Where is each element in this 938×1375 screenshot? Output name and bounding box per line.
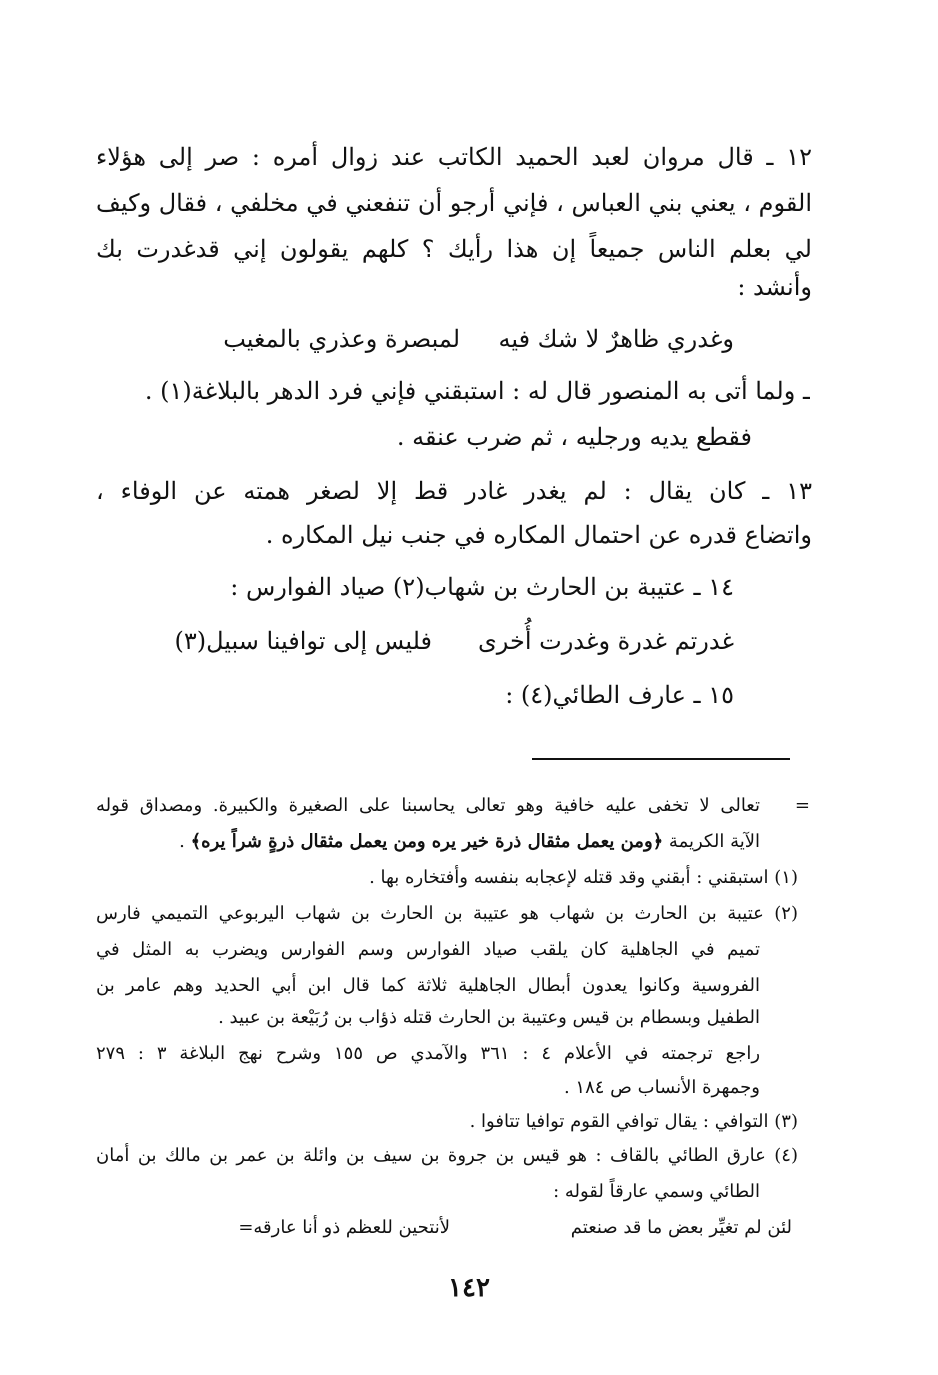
paragraph-13-line-2: واتضاع قدره عن احتمال المكاره في جنب نيل المكاره . xyxy=(265,521,812,549)
verse-2-first-hemistich: غدرتم غدرة وغدرت أُخرى xyxy=(477,627,734,655)
footnote-2-line-3: الفروسية وكانوا يعدون أبطال الجاهلية ثلاثة كما قال ابن أبي الحديد وهم عامر بن xyxy=(96,975,760,996)
item-15-heading: ١٥ ـ عارف الطائي(٤) : xyxy=(505,681,734,709)
paragraph-12-line-1: ١٢ ـ قال مروان لعبد الحميد الكاتب عند زوال أمره : صر إلى هؤلاء xyxy=(96,143,812,171)
verse-1-second-hemistich: لمبصرة وعذري بالمغيب xyxy=(223,325,460,353)
mansur-line-2: فقطع يديه ورجليه ، ثم ضرب عنقه . xyxy=(396,423,752,451)
footnote-2-line-5: راجع ترجمته في الأعلام ٤ : ٣٦١ والآمدي ص ١٥٥ وشرح نهج البلاغة ٣ : ٢٧٩ xyxy=(96,1043,760,1064)
verse-2-second-hemistich: فليس إلى توافينا سبيل(٣) xyxy=(174,627,432,655)
footnote-separator xyxy=(532,758,790,760)
paragraph-12-line-3: لي بعلم الناس جميعاً إن هذا رأيك ؟ كلهم يقولون إني قدغدرت بك xyxy=(96,235,812,263)
footnote-3: (٣) التوافي : يقال توافي القوم توافيا تتافوا . xyxy=(469,1111,798,1132)
footnote-continuation-line-1: تعالى لا تخفى عليه خافية وهو تعالى يحاسبنا على الصغيرة والكبيرة. ومصداق قوله xyxy=(96,795,760,816)
paragraph-12-line-4: وأنشد : xyxy=(737,273,812,301)
footnote-4-verse-second: لأنتحين للعظم ذو أنا عارقه= xyxy=(238,1217,450,1238)
footnote-continuation-line-2 xyxy=(96,828,760,856)
paragraph-13-line-1: ١٣ ـ كان يقال : لم يغدر غادر قط إلا لصغر همته عن الوفاء ، xyxy=(96,477,812,505)
footnote-4-line-2: الطائي وسمي عارقاً لقوله : xyxy=(553,1181,760,1202)
footnote-1: (١) استبقني : أبقني وقد قتله لإعجابه بنفسه وأفتخاره بها . xyxy=(369,867,798,888)
footnote-2-line-2: تميم في الجاهلية كان يلقب صياد الفوارس وسم الفوارس ويضرب به المثل في xyxy=(96,939,760,960)
footnote-2-line-4: الطفيل وبسطام بن قيس وعتيبة بن الحارث قتله ذؤاب بن رُبَيْعة بن عبيد . xyxy=(218,1007,760,1028)
paragraph-12-line-2: القوم ، يعني بني العباس ، فإني أرجو أن تنفعني في مخلفي ، فقال وكيف xyxy=(96,189,812,217)
footnote-4-line-1: (٤) عارق الطائي بالقاف : هو قيس بن جروة بن سيف بن وائلة بن عمر بن مالك بن أمان xyxy=(96,1145,798,1166)
footnote-4-verse-first: لئن لم تغيِّر بعض ما قد صنعتم xyxy=(570,1217,792,1238)
footnote-continuation-prefix: الآية الكريمة xyxy=(668,831,760,852)
page-number: ١٤٢ xyxy=(448,1273,490,1303)
footnote-continuation-suffix: . xyxy=(179,831,185,852)
footnote-2-line-1: (٢) عتيبة بن الحارث بن شهاب هو عتيبة بن الحارث بن شهاب اليربوعي التميمي فارس xyxy=(96,903,798,924)
verse-1-first-hemistich: وغدري ظاهرٌ لا شك فيه xyxy=(498,325,734,353)
quran-verse: ﴿ومن يعمل مثقال ذرة خير يره ومن يعمل مثقال ذرةٍ شراً يره﴾ xyxy=(190,831,664,852)
mansur-line-1: ـ ولما أتى به المنصور قال له : استبقني فإني فرد الدهر بالبلاغة(١) . xyxy=(144,377,810,405)
continuation-mark: = xyxy=(794,795,810,816)
footnote-2-line-6: وجمهرة الأنساب ص ١٨٤ . xyxy=(563,1077,760,1098)
item-14-heading: ١٤ ـ عتيبة بن الحارث بن شهاب(٢) صياد الفوارس : xyxy=(230,573,734,601)
